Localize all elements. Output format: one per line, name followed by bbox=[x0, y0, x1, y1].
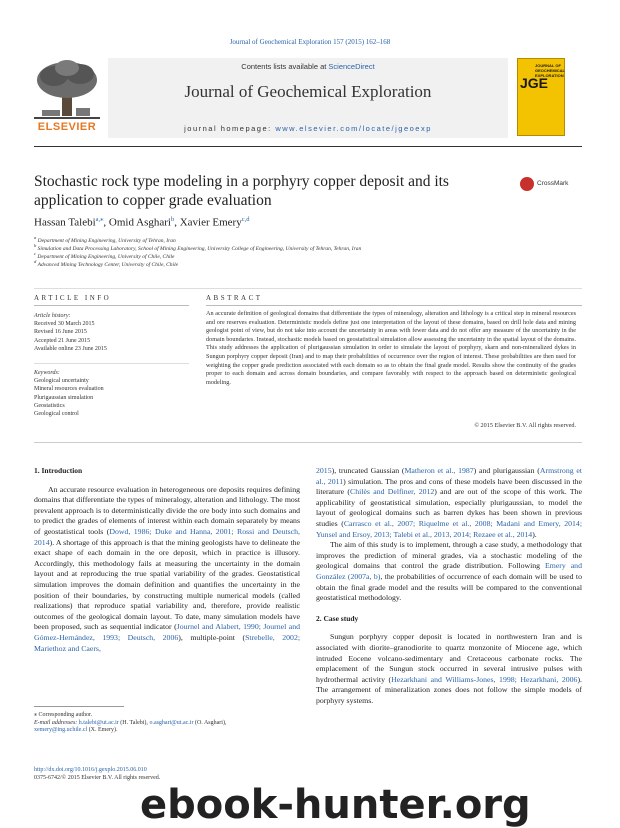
author-sup[interactable]: c,d bbox=[241, 216, 250, 223]
citation-link[interactable]: Journel and Alabert, 1990; Journel and Gómez-Hernández, 1993; Deutsch, 2006 bbox=[34, 622, 301, 642]
author-list bbox=[34, 215, 249, 229]
keyword: Geological uncertainty bbox=[34, 378, 89, 385]
body-text: ) simulation. The pros and cons of these models have been discussed in the literature ( bbox=[316, 476, 582, 497]
issn-line: 0375-6742/© 2015 Elsevier B.V. All rights reserved. bbox=[34, 774, 161, 781]
footnote-rule bbox=[34, 706, 124, 707]
author-name: Hassan Talebi bbox=[34, 216, 96, 229]
left-column bbox=[34, 466, 300, 654]
email-owner: (X. Emery). bbox=[87, 727, 118, 734]
journal-title: Journal of Geochemical Exploration bbox=[184, 82, 432, 101]
author-sep: , bbox=[103, 216, 109, 229]
intro-text: An accurate resource evaluation in heterogeneous ore deposits requires defining domains that differentiate the types of mineralogy, alteration and lithology. The most prevalent approach is to deterministically divide the ore body into such domains and to predict the grades of elements of interest within each domain separately by means of geostatistical tools ( bbox=[34, 484, 300, 536]
history-entry: Revised 16 June 2015 bbox=[34, 329, 87, 336]
affiliation-text: Simulation and Data Processing Laboratory, School of Mining Engineering, University College of Engineering, University of Tehran, Tehran, Iran bbox=[37, 245, 362, 252]
citation-link[interactable]: Emery and González (2007a, b) bbox=[316, 561, 582, 581]
cover-title: JOURNAL OF GEOCHEMICAL EXPLORATION bbox=[535, 63, 565, 78]
crossmark-label: CrossMark bbox=[537, 180, 569, 187]
abstract-rule bbox=[206, 305, 582, 306]
doi-block bbox=[34, 767, 160, 782]
doi-link[interactable]: http://dx.doi.org/10.1016/j.gexplo.2015.06.010 bbox=[34, 767, 147, 773]
keyword: Geostatistics bbox=[34, 402, 65, 409]
history-entry: Available online 23 June 2015 bbox=[34, 345, 107, 352]
section-rule bbox=[34, 288, 582, 289]
citation-link[interactable]: Matheron et al., 1987 bbox=[404, 466, 474, 475]
affiliation-key: b bbox=[34, 243, 37, 248]
header-rule bbox=[34, 146, 582, 147]
keywords-label: Keywords: bbox=[34, 370, 60, 376]
body-text: ). bbox=[532, 529, 537, 539]
citation-link[interactable]: Hezarkhani and Williams-Jones, 1998; Hezarkhani, 2006 bbox=[391, 674, 578, 684]
citation-link[interactable]: Carrasco et al., 2007; Riquelme et al., 2008; Madani and Emery, 2014; Yunsel and Ersoy, 2013; Talebi et al., 2013, 2014; Rezaee et al., 2014 bbox=[316, 518, 582, 539]
keyword: Mineral resources evaluation bbox=[34, 386, 104, 393]
author-name: Xavier Emery bbox=[179, 216, 242, 229]
citation-link[interactable]: Chilès and Delfiner, 2012 bbox=[350, 487, 435, 497]
email-link[interactable]: h.talebi@ut.ac.ir bbox=[78, 719, 119, 726]
abstract-text: An accurate definition of geological domains that differentiate the types of mineralogy, alteration and lithology is a critical step in mineral resources and ore reserves evaluation. Deterministic models define just one interpretation of the layout of these domains, based on drill hole data and mining geologist point of view, but do not take into account the uncertainty in areas with fewer data and do not offer any measure of the uncertainty in the domain boundaries. Instead, stochastic models based on geostatistical simulation allow assessing the uncertainty in the spatial layout of the domains. This study addresses the application of plurigaussian simulation in order to simulate the layout of porphyry, skarn and non-mineralized dykes in Sungun porphyry copper deposit (Iran) and to map their probabilities of occurrence over the region of interest. These probabilities are then used for weighting the copper grade prediction associated with each domain so as to obtain the final grade model. Results show the continuity of the grades proper to each domain and across domain boundaries, and compare favorably with respect to the approach based on deterministic geological modeling. bbox=[206, 310, 576, 386]
homepage-prefix: journal homepage: bbox=[184, 124, 276, 133]
right-paragraph bbox=[316, 540, 582, 604]
paper-title: Stochastic rock type modeling in a porphyry copper deposit and its application to copper grade evaluation bbox=[34, 173, 449, 209]
citation-link[interactable]: 2015 bbox=[316, 466, 332, 475]
corresponding-author: ⁎ Corresponding author. bbox=[34, 712, 93, 718]
journal-cover bbox=[517, 58, 565, 136]
watermark: ebook-hunter.org bbox=[140, 782, 531, 828]
affiliation-key: c bbox=[34, 251, 37, 256]
intro-heading: 1. Introduction bbox=[34, 466, 83, 475]
body-text: Sungun porphyry copper deposit is located in northwestern Iran and is associated with diorite–granodiorite to quartz monzonite of Miocene age, which intruded Eocene volcano-sedimentary and Cretaceous carbonate rocks. The emplacement of the Sungun stock occurred in several intrusive pulses with hydrothermal activity ( bbox=[316, 632, 582, 684]
affiliation-text: Department of Mining Engineering, University of Chile, Chile bbox=[37, 253, 175, 260]
email-owner: (H. Talebi), bbox=[118, 719, 150, 726]
intro-text: ). A shortage of this approach is that the mining geologists have to delineate the exact shape of each domain in the ore deposit, which in practice is illusory. Accordingly, this methodology fails at measuring the uncertainty in the domain layout and at reproducing the true spatial variability of the grades. Geostatistical simulation improves the domain definition and quantifies the uncertainty in the position of their boundaries, by constructing multiple numerical models (called realizations) that reproduce spatial variability and, therefore, provide realistic outcomes of the geological domain layout. To date, many simulation models have been proposed, such as sequential indicator ( bbox=[34, 537, 300, 632]
body-text: ). The arrangement of mineralization zones does not follow the simple models of porphyry systems. bbox=[316, 674, 582, 705]
affiliation-text: Advanced Mining Technology Center, University of Chile, Chile bbox=[37, 261, 179, 268]
sciencedirect-link[interactable]: ScienceDirect bbox=[328, 62, 375, 71]
homepage-link[interactable]: www.elsevier.com/locate/jgeoexp bbox=[275, 124, 432, 133]
keywords-rule bbox=[34, 363, 189, 364]
crossmark-icon bbox=[520, 177, 534, 191]
body-text: ) and plurigaussian ( bbox=[473, 466, 540, 475]
body-text: ) and are out of the scope of this work. The applicability of geostatistical simulation, especially plurigaussian, to model the layout of geological domains such as barren dykes has been shown in previous studies ( bbox=[316, 487, 582, 528]
history-entry: Received 30 March 2015 bbox=[34, 321, 95, 328]
affiliation-key: a bbox=[34, 235, 37, 240]
journal-homepage bbox=[108, 124, 508, 133]
journal-reference[interactable]: Journal of Geochemical Exploration 157 (2015) 162–168 bbox=[229, 38, 391, 46]
affiliation-key: d bbox=[34, 259, 37, 264]
author-sup[interactable]: b bbox=[170, 216, 175, 223]
keywords-block bbox=[34, 369, 104, 418]
contents-prefix: Contents lists available at bbox=[241, 62, 329, 71]
case-study-heading: 2. Case study bbox=[316, 613, 359, 623]
crossmark-badge[interactable] bbox=[520, 176, 590, 196]
article-history bbox=[34, 312, 107, 353]
email-line bbox=[34, 727, 314, 735]
author-sep: , bbox=[174, 216, 180, 229]
keyword: Geological control bbox=[34, 411, 79, 418]
intro-text: ), multiple-point ( bbox=[178, 632, 246, 642]
right-paragraph bbox=[316, 466, 582, 540]
body-text: ), truncated Gaussian ( bbox=[331, 466, 405, 475]
article-info-heading: ARTICLE INFO bbox=[34, 294, 112, 302]
keyword: Plurigaussian simulation bbox=[34, 394, 94, 401]
article-info-rule bbox=[34, 305, 189, 306]
body-text: The aim of this study is to implement, through a case study, a methodology that improves the prediction of mineral grades, via a stochastic modeling of the geological domains that control the grade distribution. Following bbox=[316, 540, 582, 571]
body-text: , the probabilities of occurrence of each domain will be used to obtain the final grade model and the results will be compared to the conventional geostatistical methodology. bbox=[316, 571, 582, 603]
history-label: Article history: bbox=[34, 313, 71, 319]
body-rule bbox=[34, 442, 582, 443]
email-owner: (O. Asghari), bbox=[193, 719, 227, 726]
citation-link[interactable]: Dowd, 1986; Duke and Hanna, 2001; Rossi and Deutsch, 2014 bbox=[34, 526, 301, 547]
intro-paragraph bbox=[34, 485, 300, 655]
email-label: E-mail addresses: bbox=[34, 719, 79, 726]
abstract-copyright: © 2015 Elsevier B.V. All rights reserved. bbox=[474, 422, 576, 429]
right-paragraph bbox=[316, 632, 582, 706]
affiliation-text: Department of Mining Engineering, University of Tehran, Iran bbox=[37, 237, 176, 244]
author-name: Omid Asghari bbox=[108, 216, 171, 229]
affiliation bbox=[34, 259, 178, 268]
history-entry: Accepted 21 June 2015 bbox=[34, 337, 91, 344]
citation-link[interactable]: Strebelle, 2002; Mariethoz and Caers, bbox=[34, 632, 301, 653]
contents-line bbox=[108, 62, 508, 71]
email-link[interactable]: xemery@ing.uchile.cl bbox=[34, 727, 88, 734]
right-column bbox=[316, 466, 582, 706]
cover-abbrev: JGE bbox=[520, 75, 549, 91]
email-link[interactable]: o.asghari@ut.ac.ir bbox=[149, 719, 194, 726]
footnote bbox=[34, 712, 314, 735]
citation-link[interactable]: Armstrong et al., 2011 bbox=[316, 466, 582, 486]
abstract-heading: ABSTRACT bbox=[206, 294, 263, 302]
publisher-name: ELSEVIER bbox=[37, 121, 97, 133]
author-sup[interactable]: a,⁎ bbox=[95, 216, 104, 223]
